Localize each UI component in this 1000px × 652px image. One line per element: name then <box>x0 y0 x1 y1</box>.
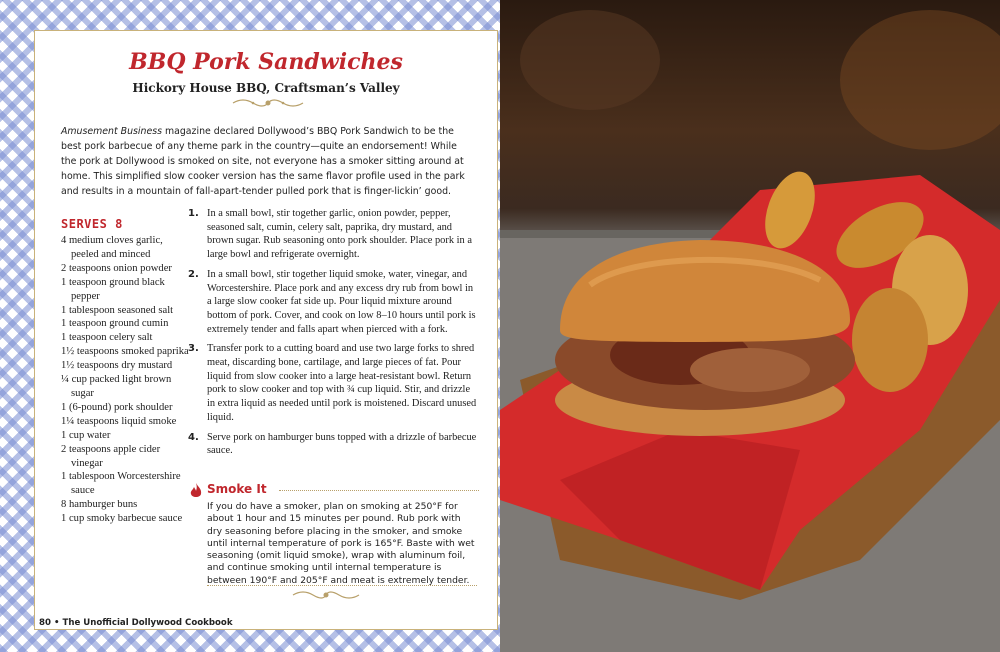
page-footer <box>36 617 236 629</box>
footer-separator: • <box>53 618 60 628</box>
tip-header <box>189 482 479 500</box>
tip-text: If you do have a smoker, plan on smoking at 250°F for about 1 hour and 15 minutes per pound. Rub pork with dry seasoning before placing in the smoker, and smoke until internal temperature of pork is 165°F. Baste with wet seasoning (omit liquid smoke), wrap with aluminum foil, and continue smoking until internal temperature is between 190°F and 205°F and meat is extremely tender. <box>207 501 475 586</box>
ornament-flourish-icon <box>291 588 361 602</box>
ingredient-item: 2 teaspoons apple cider vinegar <box>61 443 161 469</box>
step-number: 2. <box>188 268 199 280</box>
tip-bottom-divider <box>207 585 477 586</box>
recipe-subtitle: Hickory House BBQ, Craftsman’s Valley <box>132 81 400 95</box>
ornament-flourish-icon <box>231 96 305 110</box>
step-text: In a small bowl, stir together garlic, onion powder, pepper, seasoned salt, cumin, celery salt, paprika, dry mustard, and brown sugar. Rub seasoning onto pork shoulder. Place pork in a large bowl and refrigerate overnight. <box>207 208 472 261</box>
step-item <box>188 268 478 337</box>
step-item <box>188 431 478 458</box>
ingredient-item: 1½ teaspoons smoked paprika <box>61 346 189 358</box>
ingredient-item: 1 cup water <box>61 429 111 441</box>
recipe-card <box>34 30 498 630</box>
ingredient-item: 1 cup smoky barbecue sauce <box>61 513 183 525</box>
ingredient-item: 1 tablespoon Worcestershire sauce <box>61 471 181 497</box>
serves-label: SERVES 8 <box>61 217 123 231</box>
ingredient-item: 1 teaspoon ground cumin <box>61 318 169 330</box>
recipe-intro <box>61 124 473 199</box>
ingredient-item: 1 teaspoon celery salt <box>61 332 153 344</box>
step-text: Transfer pork to a cutting board and use two large forks to shred meat, discarding bone, cartilage, and large pieces of fat. Pour liquid from slow cooker into a large heat-resistant bowl. Return pork to slow cooker and top with ¾ cup liquid. Stir, and drizzle in extra liquid as needed until pork is moistened. Discard unused liquid. <box>207 343 477 423</box>
flame-icon <box>189 483 203 499</box>
step-item <box>188 342 478 424</box>
step-text: Serve pork on hamburger buns topped with a drizzle of barbecue sauce. <box>207 431 477 457</box>
intro-magazine-name: Amusement Business <box>61 126 162 137</box>
step-number: 3. <box>188 343 199 355</box>
ingredient-item: ¼ cup packed light brown sugar <box>61 374 172 399</box>
ingredient-item: 1 (6-pound) pork shoulder <box>61 401 173 413</box>
ingredient-list <box>61 234 191 526</box>
ingredient-item: 1½ teaspoons dry mustard <box>61 360 173 372</box>
sandwich-photo <box>500 0 1000 652</box>
book-title: The Unofficial Dollywood Cookbook <box>62 618 233 628</box>
step-number: 4. <box>188 431 199 443</box>
ingredient-item: 2 teaspoons onion powder <box>61 262 172 274</box>
step-item <box>188 207 478 262</box>
ingredient-item: 1 tablespoon seasoned salt <box>61 304 174 316</box>
page-number: 80 <box>39 618 51 628</box>
intro-text: magazine declared Dollywood’s BBQ Pork Sandwich to be the best pork barbecue of any theme park in the country—quite an endorsement! While the pork at Dollywood is smoked on site, not everyone has a smoker sitting around at home. This simplified slow cooker version has the same flavor profile used in the park and results in a mountain of fall-apart-tender pulled pork that is finger-lickin’ good. <box>61 126 465 197</box>
step-list <box>188 207 478 464</box>
step-number: 1. <box>188 208 199 219</box>
step-text: In a small bowl, stir together liquid smoke, water, vinegar, and Worcestershire. Place pork and any excess dry rub from bowl in a large slow cooker fat side up. Pour liquid mixture around bottom of pork. Cover, and cook on low 8–10 hours until pork is extremely tender and falls apart when pierced with a fork. <box>207 268 476 335</box>
ingredient-item: 1 teaspoon ground black pepper <box>61 276 165 302</box>
ingredient-item: 4 medium cloves garlic, peeled and minced <box>61 235 163 260</box>
ingredient-item: 8 hamburger buns <box>61 499 138 511</box>
recipe-title: BBQ Pork Sandwiches <box>129 49 403 75</box>
tip-divider <box>279 490 479 491</box>
ingredient-item: 1¼ teaspoons liquid smoke <box>61 415 177 427</box>
tip-title: Smoke It <box>207 482 267 496</box>
sandwich-illustration <box>500 0 1000 652</box>
